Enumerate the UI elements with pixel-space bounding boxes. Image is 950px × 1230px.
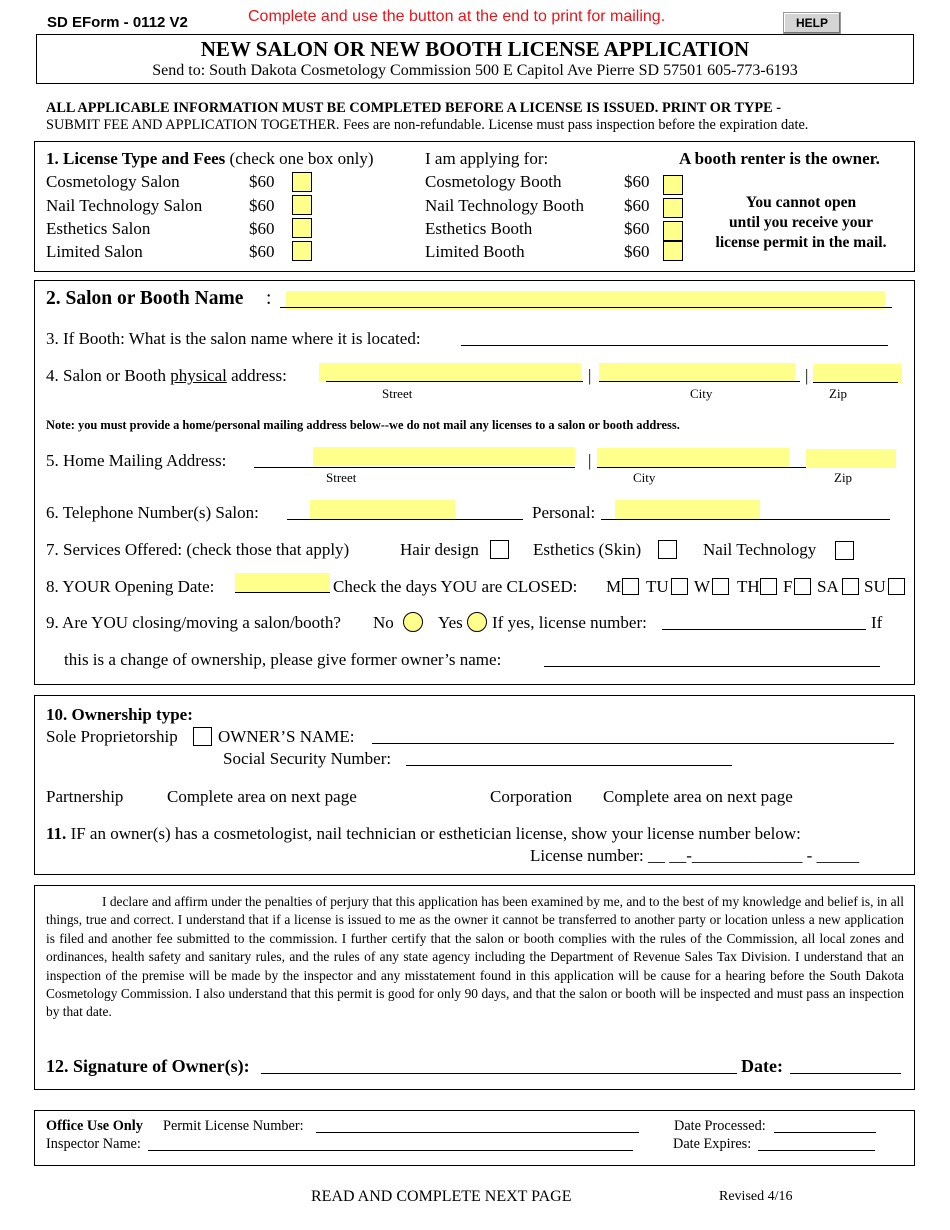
day-label-tu: TU: [646, 577, 669, 596]
day-checkbox-th[interactable]: [760, 578, 777, 595]
closing-yes-radio[interactable]: [467, 612, 487, 632]
booth-salon-name-input[interactable]: [461, 345, 888, 346]
physical-address-prefix: 4. Salon or Booth: [46, 366, 171, 385]
zip-caption: Zip: [834, 470, 853, 485]
city-caption: City: [690, 386, 713, 401]
owner-name-input[interactable]: [372, 743, 894, 744]
owner-name-label: OWNER’S NAME:: [218, 727, 355, 746]
revision-date: Revised 4/16: [719, 1189, 793, 1204]
owner-license-text: IF an owner(s) has a cosmetologist, nail technician or esthetician license, show your license number below:: [66, 824, 801, 843]
day-checkbox-w[interactable]: [712, 578, 729, 595]
street-caption: Street: [326, 470, 357, 485]
signature-date-label: Date:: [741, 1056, 783, 1076]
address-separator: |: [588, 451, 592, 470]
home-city-input[interactable]: [597, 448, 789, 467]
physical-city-underline: [599, 381, 800, 382]
address-separator: |: [588, 366, 592, 385]
booth-option-esthetics: Esthetics Booth: [425, 219, 533, 238]
physical-street-underline: [326, 381, 583, 382]
office-use-label: Office Use Only: [46, 1118, 143, 1134]
partnership-note: Complete area on next page: [167, 787, 357, 806]
home-address-label: 5. Home Mailing Address:: [46, 451, 227, 470]
booth-fee-cosmetology: $60: [624, 172, 650, 191]
service-nail-label: Nail Technology: [703, 540, 817, 559]
closing-yes-label: Yes: [438, 613, 463, 632]
booth-option-nail: Nail Technology Booth: [425, 196, 585, 215]
booth-option-limited: Limited Booth: [425, 242, 525, 261]
former-owner-input[interactable]: [544, 666, 880, 667]
owner-license-number: 11.: [46, 824, 67, 843]
salon-name-label: 2. Salon or Booth Name: [46, 288, 244, 309]
salon-fee-limited: $60: [249, 242, 275, 261]
day-label-w: W: [694, 577, 711, 596]
salon-checkbox-limited[interactable]: [292, 241, 312, 261]
closed-days-label: Check the days YOU are CLOSED:: [333, 577, 578, 596]
corporation-label: Corporation: [490, 787, 573, 806]
booth-fee-esthetics: $60: [624, 219, 650, 238]
service-esthetics-label: Esthetics (Skin): [533, 540, 642, 559]
form-id: SD EForm - 0112 V2: [47, 14, 188, 31]
services-label: 7. Services Offered: (check those that apply): [46, 540, 350, 559]
salon-fee-esthetics: $60: [249, 219, 275, 238]
cannot-open-line-3: license permit in the mail.: [715, 234, 887, 251]
notice-line-1: ALL APPLICABLE INFORMATION MUST BE COMPLETED BEFORE A LICENSE IS ISSUED. PRINT OR TYPE -: [46, 100, 781, 116]
sole-proprietorship-checkbox[interactable]: [193, 727, 212, 746]
closing-license-input[interactable]: [662, 629, 866, 630]
phone-personal-underline: [601, 519, 890, 520]
phone-salon-underline: [287, 519, 523, 520]
home-street-underline: [313, 467, 575, 468]
help-button[interactable]: HELP: [783, 12, 841, 34]
owner-license-input[interactable]: License number: __ __-_____________ - _____: [530, 846, 860, 865]
closing-if-label: If: [871, 613, 883, 632]
page-title: NEW SALON OR NEW BOOTH LICENSE APPLICATION: [200, 37, 750, 61]
booth-option-cosmetology: Cosmetology Booth: [425, 172, 562, 191]
day-checkbox-tu[interactable]: [671, 578, 688, 595]
day-checkbox-f[interactable]: [794, 578, 811, 595]
signature-input[interactable]: [261, 1073, 737, 1074]
service-hair-label: Hair design: [400, 540, 479, 559]
opening-date-label: 8. YOUR Opening Date:: [46, 577, 215, 596]
day-checkbox-sa[interactable]: [842, 578, 859, 595]
former-owner-label: this is a change of ownership, please give former owner’s name:: [64, 650, 502, 669]
booth-checkbox-limited[interactable]: [663, 241, 683, 261]
signature-label: 12. Signature of Owner(s):: [46, 1056, 250, 1076]
ssn-input[interactable]: [406, 765, 732, 766]
day-checkbox-su[interactable]: [888, 578, 905, 595]
day-checkbox-m[interactable]: [622, 578, 639, 595]
service-nail-checkbox[interactable]: [835, 541, 854, 560]
date-expires-label: Date Expires:: [673, 1136, 752, 1152]
corporation-note: Complete area on next page: [603, 787, 793, 806]
salon-checkbox-esthetics[interactable]: [292, 218, 312, 238]
cannot-open-line-2: until you receive your: [729, 214, 873, 231]
street-caption: Street: [382, 386, 413, 401]
day-label-m: M: [606, 577, 622, 596]
booth-salon-name-label: 3. If Booth: What is the salon name where it is located:: [46, 329, 421, 348]
closing-no-label: No: [373, 613, 394, 632]
salon-fee-cosmetology: $60: [249, 172, 275, 191]
booth-fee-limited: $60: [624, 242, 650, 261]
salon-option-cosmetology: Cosmetology Salon: [46, 172, 180, 191]
send-to-address: Send to: South Dakota Cosmetology Commission 500 E Capitol Ave Pierre SD 57501 605-773-6193: [152, 62, 798, 79]
print-instruction: Complete and use the button at the end to print for mailing.: [248, 8, 666, 25]
closing-question: 9. Are YOU closing/moving a salon/booth?: [46, 613, 341, 632]
city-caption: City: [633, 470, 656, 485]
phone-salon-input[interactable]: [310, 500, 455, 519]
license-type-heading-note: (check one box only): [225, 149, 374, 168]
physical-zip-input[interactable]: [813, 364, 902, 383]
salon-checkbox-cosmetology[interactable]: [292, 172, 312, 192]
closing-no-radio[interactable]: [403, 612, 423, 632]
salon-option-esthetics: Esthetics Salon: [46, 219, 151, 238]
date-expires-input[interactable]: [758, 1150, 875, 1151]
cannot-open-line-1: You cannot open: [745, 194, 857, 211]
signature-date-input[interactable]: [790, 1073, 901, 1074]
salon-fee-nail: $60: [249, 196, 275, 215]
salon-name-underline: [280, 307, 892, 308]
day-label-f: F: [783, 577, 793, 596]
sole-proprietorship-label: Sole Proprietorship: [46, 727, 178, 746]
inspector-name-label: Inspector Name:: [46, 1136, 141, 1152]
applying-for-label: I am applying for:: [425, 149, 549, 168]
owner-license-question: [46, 824, 801, 844]
zip-caption: Zip: [829, 386, 848, 401]
phone-salon-label: 6. Telephone Number(s) Salon:: [46, 503, 259, 522]
home-street-input[interactable]: [313, 447, 575, 466]
license-type-heading-bold: 1. License Type and Fees: [46, 149, 226, 168]
physical-address-suffix: address:: [226, 366, 287, 385]
physical-word: physical: [170, 366, 227, 385]
inspector-name-input[interactable]: [148, 1150, 633, 1151]
physical-address-label: [46, 366, 287, 386]
phone-personal-input[interactable]: [615, 500, 760, 519]
physical-zip-underline: [813, 382, 898, 383]
ssn-label: Social Security Number:: [223, 749, 392, 768]
home-city-underline: [597, 467, 806, 468]
date-processed-input[interactable]: [774, 1132, 876, 1133]
opening-date-underline: [235, 592, 330, 593]
home-address-lead-line: [254, 467, 316, 468]
partnership-label: Partnership: [46, 787, 124, 806]
mailing-note: Note: you must provide a home/personal mailing address below--we do not mail any licenses to a salon or booth address.: [46, 418, 680, 432]
closing-license-label: If yes, license number:: [492, 613, 647, 632]
physical-city-input[interactable]: [599, 363, 795, 382]
day-label-su: SU: [864, 577, 886, 596]
phone-personal-label: Personal:: [532, 503, 596, 522]
booth-owner-note: A booth renter is the owner.: [679, 149, 880, 168]
salon-option-nail: Nail Technology Salon: [46, 196, 203, 215]
service-hair-checkbox[interactable]: [490, 540, 509, 559]
home-zip-input[interactable]: [806, 449, 896, 468]
salon-name-colon: :: [266, 288, 272, 309]
salon-option-limited: Limited Salon: [46, 242, 143, 261]
next-page-note: READ AND COMPLETE NEXT PAGE: [311, 1188, 572, 1205]
physical-street-input[interactable]: [319, 363, 581, 382]
day-label-th: TH: [737, 577, 760, 596]
salon-checkbox-nail[interactable]: [292, 195, 312, 215]
permit-number-label: Permit License Number:: [163, 1118, 304, 1134]
booth-fee-nail: $60: [624, 196, 650, 215]
booth-checkbox-nail[interactable]: [663, 198, 683, 218]
ownership-type-heading: 10. Ownership type:: [46, 705, 193, 724]
license-type-heading: [46, 149, 374, 169]
service-esthetics-checkbox[interactable]: [658, 540, 677, 559]
notice-line-2: SUBMIT FEE AND APPLICATION TOGETHER. Fees are non-refundable. License must pass inspection before the expiration date.: [46, 117, 809, 133]
address-separator: |: [805, 366, 809, 385]
date-processed-label: Date Processed:: [674, 1118, 766, 1134]
booth-checkbox-esthetics[interactable]: [663, 221, 683, 241]
opening-date-input[interactable]: [235, 573, 330, 592]
booth-checkbox-cosmetology[interactable]: [663, 175, 683, 195]
day-label-sa: SA: [817, 577, 839, 596]
declaration-text: I declare and affirm under the penalties of perjury that this application has been examined by me, and to the best of my knowledge and belief is, in all things, true and correct. I understand that if a license is issued to me as the owner it cannot be transferred to another party or location unless a new application is filed and another fee submitted to the commission. I further certify that the salon or booth complies with the rules of the Commission, all local zones and ordinances, health safety and sanitary rules, and the rules of any state agency including the Department of Revenue Sales Tax Division. I understand that an inspection of the premise will be made by the inspector and any misstatement found in this application will be cause for a hearing before the South Dakota Cosmetology Commission. I also understand that this permit is good for only 90 days, and that the salon or booth will be inspected and must pass an inspection by that date.: [46, 894, 904, 1020]
permit-number-input[interactable]: [316, 1132, 639, 1133]
